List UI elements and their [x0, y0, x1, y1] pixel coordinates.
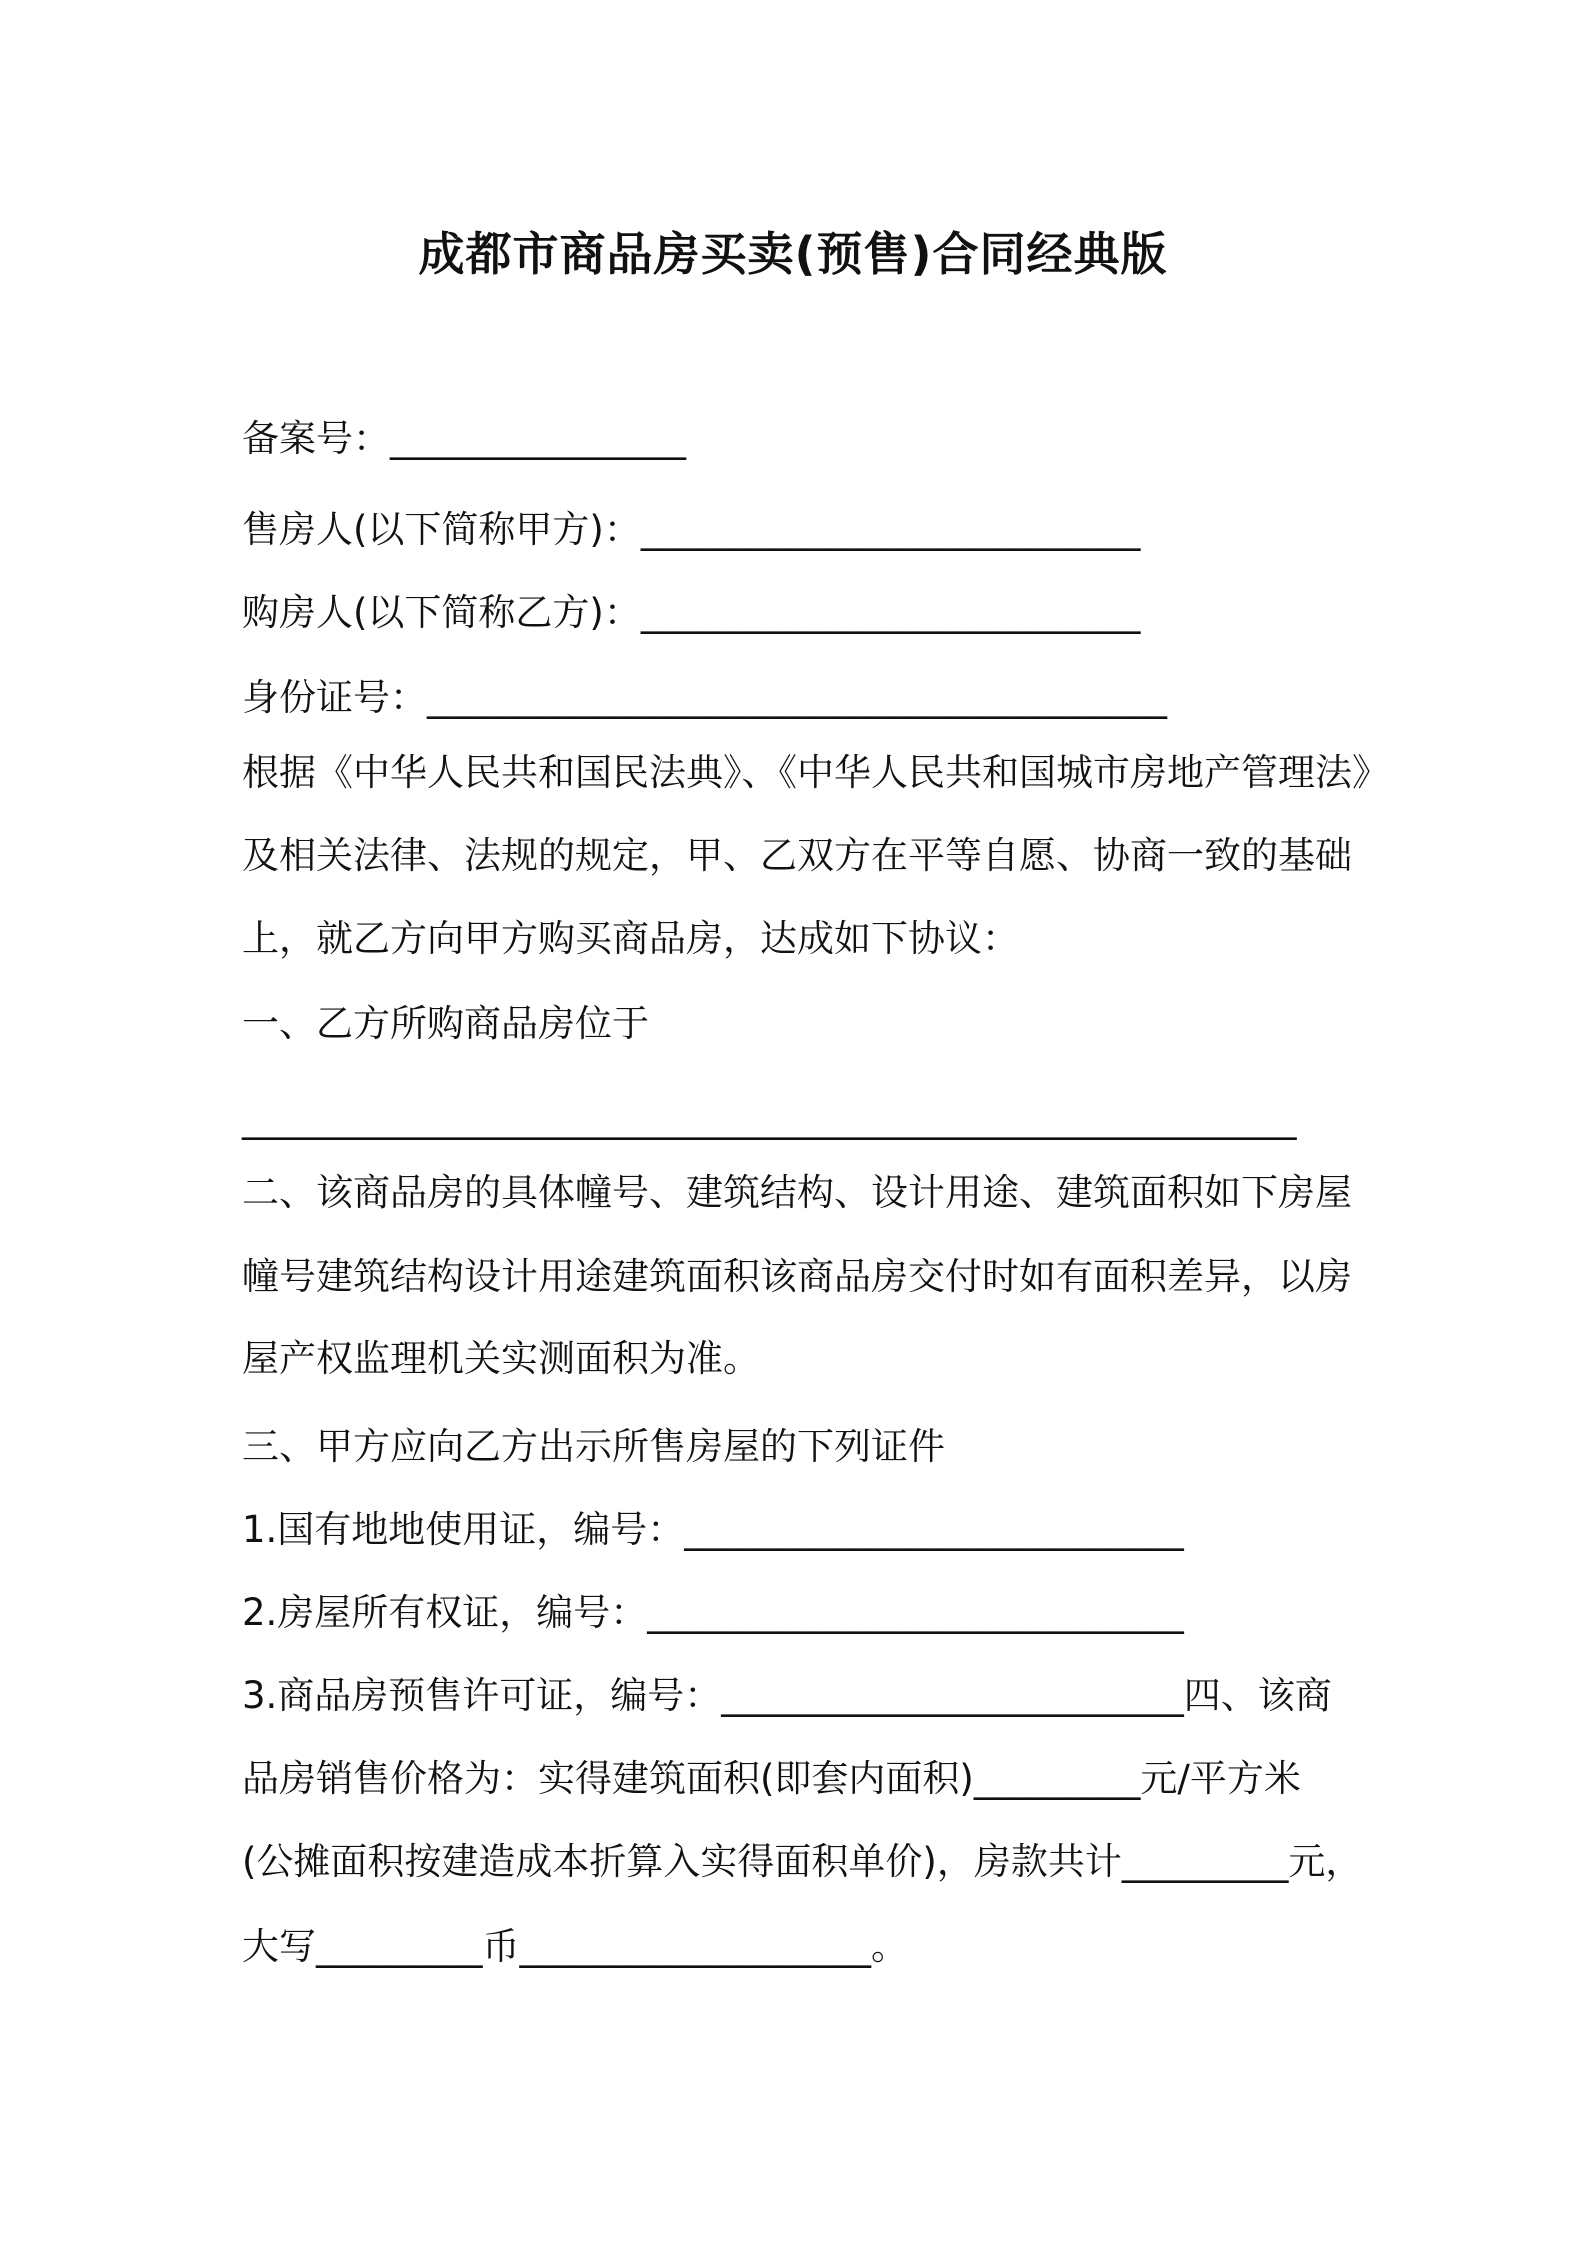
price-line-3: 大写_________币___________________。 [242, 1925, 908, 1968]
price-line-1: 品房销售价格为：实得建筑面积(即套内面积)_________元/平方米 [242, 1757, 1301, 1800]
section-3-heading: 三、甲方应向乙方出示所售房屋的下列证件 [242, 1425, 945, 1468]
land-use-cert-line: 1.国有地地使用证，编号：___________________________ [242, 1508, 1184, 1551]
preamble-line-3: 上，就乙方向甲方购买商品房，达成如下协议： [242, 917, 1019, 960]
preamble-line-1: 根据《中华人民共和国民法典》、《中华人民共和国城市房地产管理法》 [242, 751, 1389, 794]
section-2-line-2: 幢号建筑结构设计用途建筑面积该商品房交付时如有面积差异，以房 [242, 1255, 1352, 1298]
section-2-line-3: 屋产权监理机关实测面积为准。 [242, 1337, 760, 1380]
document-title: 成都市商品房买卖(预售)合同经典版 [418, 227, 1168, 281]
seller-line: 售房人(以下简称甲方)：___________________________ [242, 508, 1141, 551]
id-number-line: 身份证号：________________________________________ [242, 676, 1167, 719]
section-1-location-blank: _________________________________________________________ [242, 1097, 1297, 1140]
section-1-heading: 一、乙方所购商品房位于 [242, 1002, 649, 1045]
price-line-2: (公摊面积按建造成本折算入实得面积单价)，房款共计_________元， [242, 1840, 1363, 1883]
section-2-line-1: 二、该商品房的具体幢号、建筑结构、设计用途、建筑面积如下房屋 [242, 1171, 1352, 1214]
filing-number-line: 备案号：________________ [242, 417, 686, 460]
presale-permit-line: 3.商品房预售许可证，编号：_________________________四、该商 [242, 1674, 1332, 1717]
buyer-line: 购房人(以下简称乙方)：___________________________ [242, 591, 1141, 634]
ownership-cert-line: 2.房屋所有权证，编号：_____________________________ [242, 1591, 1184, 1634]
preamble-line-2: 及相关法律、法规的规定，甲、乙双方在平等自愿、协商一致的基础 [242, 834, 1352, 877]
